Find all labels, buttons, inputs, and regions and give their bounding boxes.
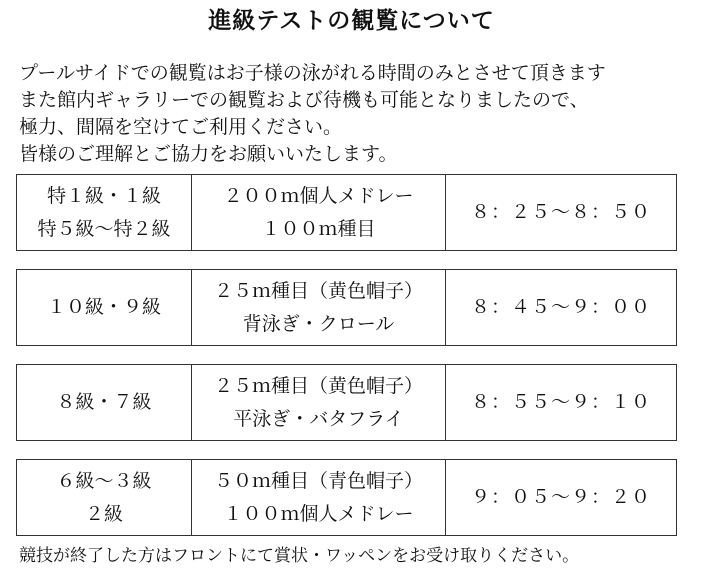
intro-line: 極力、間隔を空けてご利用ください。 (19, 116, 343, 138)
event-text: １００ｍ個人メドレー (223, 502, 414, 525)
event-text: ５０ｍ種目（青色帽子） (213, 469, 423, 492)
level-cell (17, 365, 192, 440)
event-text: 背泳ぎ・クロール (242, 312, 395, 335)
level-text: １０級・９級 (46, 296, 161, 318)
event-text: ２００ｍ個人メドレー (223, 184, 414, 207)
time-cell (446, 365, 676, 440)
schedule-row (16, 459, 677, 536)
event-text: ２５ｍ種目（黄色帽子） (213, 374, 423, 397)
event-cell (192, 365, 446, 440)
time-cell (446, 460, 676, 535)
time-text: ８：５５～９：１０ (470, 391, 651, 413)
schedule-row (16, 364, 677, 441)
level-text: ８級・７級 (56, 391, 152, 413)
level-text: ６級～３級 (56, 469, 152, 492)
level-text: ２級 (84, 502, 123, 525)
event-text: ２５ｍ種目（黄色帽子） (213, 279, 423, 302)
time-cell (446, 270, 676, 345)
intro-notice (19, 60, 699, 168)
intro-line: また館内ギャラリーでの観覧および待機も可能となりましたので、 (19, 89, 589, 111)
level-cell (17, 460, 192, 535)
level-text: 特５級～特２級 (37, 217, 171, 240)
time-cell (446, 175, 676, 250)
schedule-row (16, 174, 677, 251)
time-text: ８：２５～８：５０ (470, 201, 651, 223)
time-text: ８：４５～９：００ (470, 296, 651, 318)
page-title: 進級テストの観覧について (208, 8, 495, 34)
schedule-row (16, 269, 677, 346)
event-cell (192, 270, 446, 345)
time-text: ９：０５～９：２０ (470, 486, 651, 508)
event-cell (192, 175, 446, 250)
level-cell (17, 175, 192, 250)
event-cell (192, 460, 446, 535)
intro-line: 皆様のご理解とご協力をお願いいたします。 (19, 143, 398, 165)
level-cell (17, 270, 192, 345)
footer-note: 競技が終了した方はフロントにて賞状・ワッペンをお受け取りください。 (19, 546, 580, 566)
event-text: １００ｍ種目 (261, 217, 376, 240)
level-text: 特１級・１級 (46, 184, 161, 207)
event-text: 平泳ぎ・バタフライ (233, 407, 404, 430)
intro-line: プールサイドでの観覧はお子様の泳がれる時間のみとさせて頂きます (19, 62, 606, 84)
